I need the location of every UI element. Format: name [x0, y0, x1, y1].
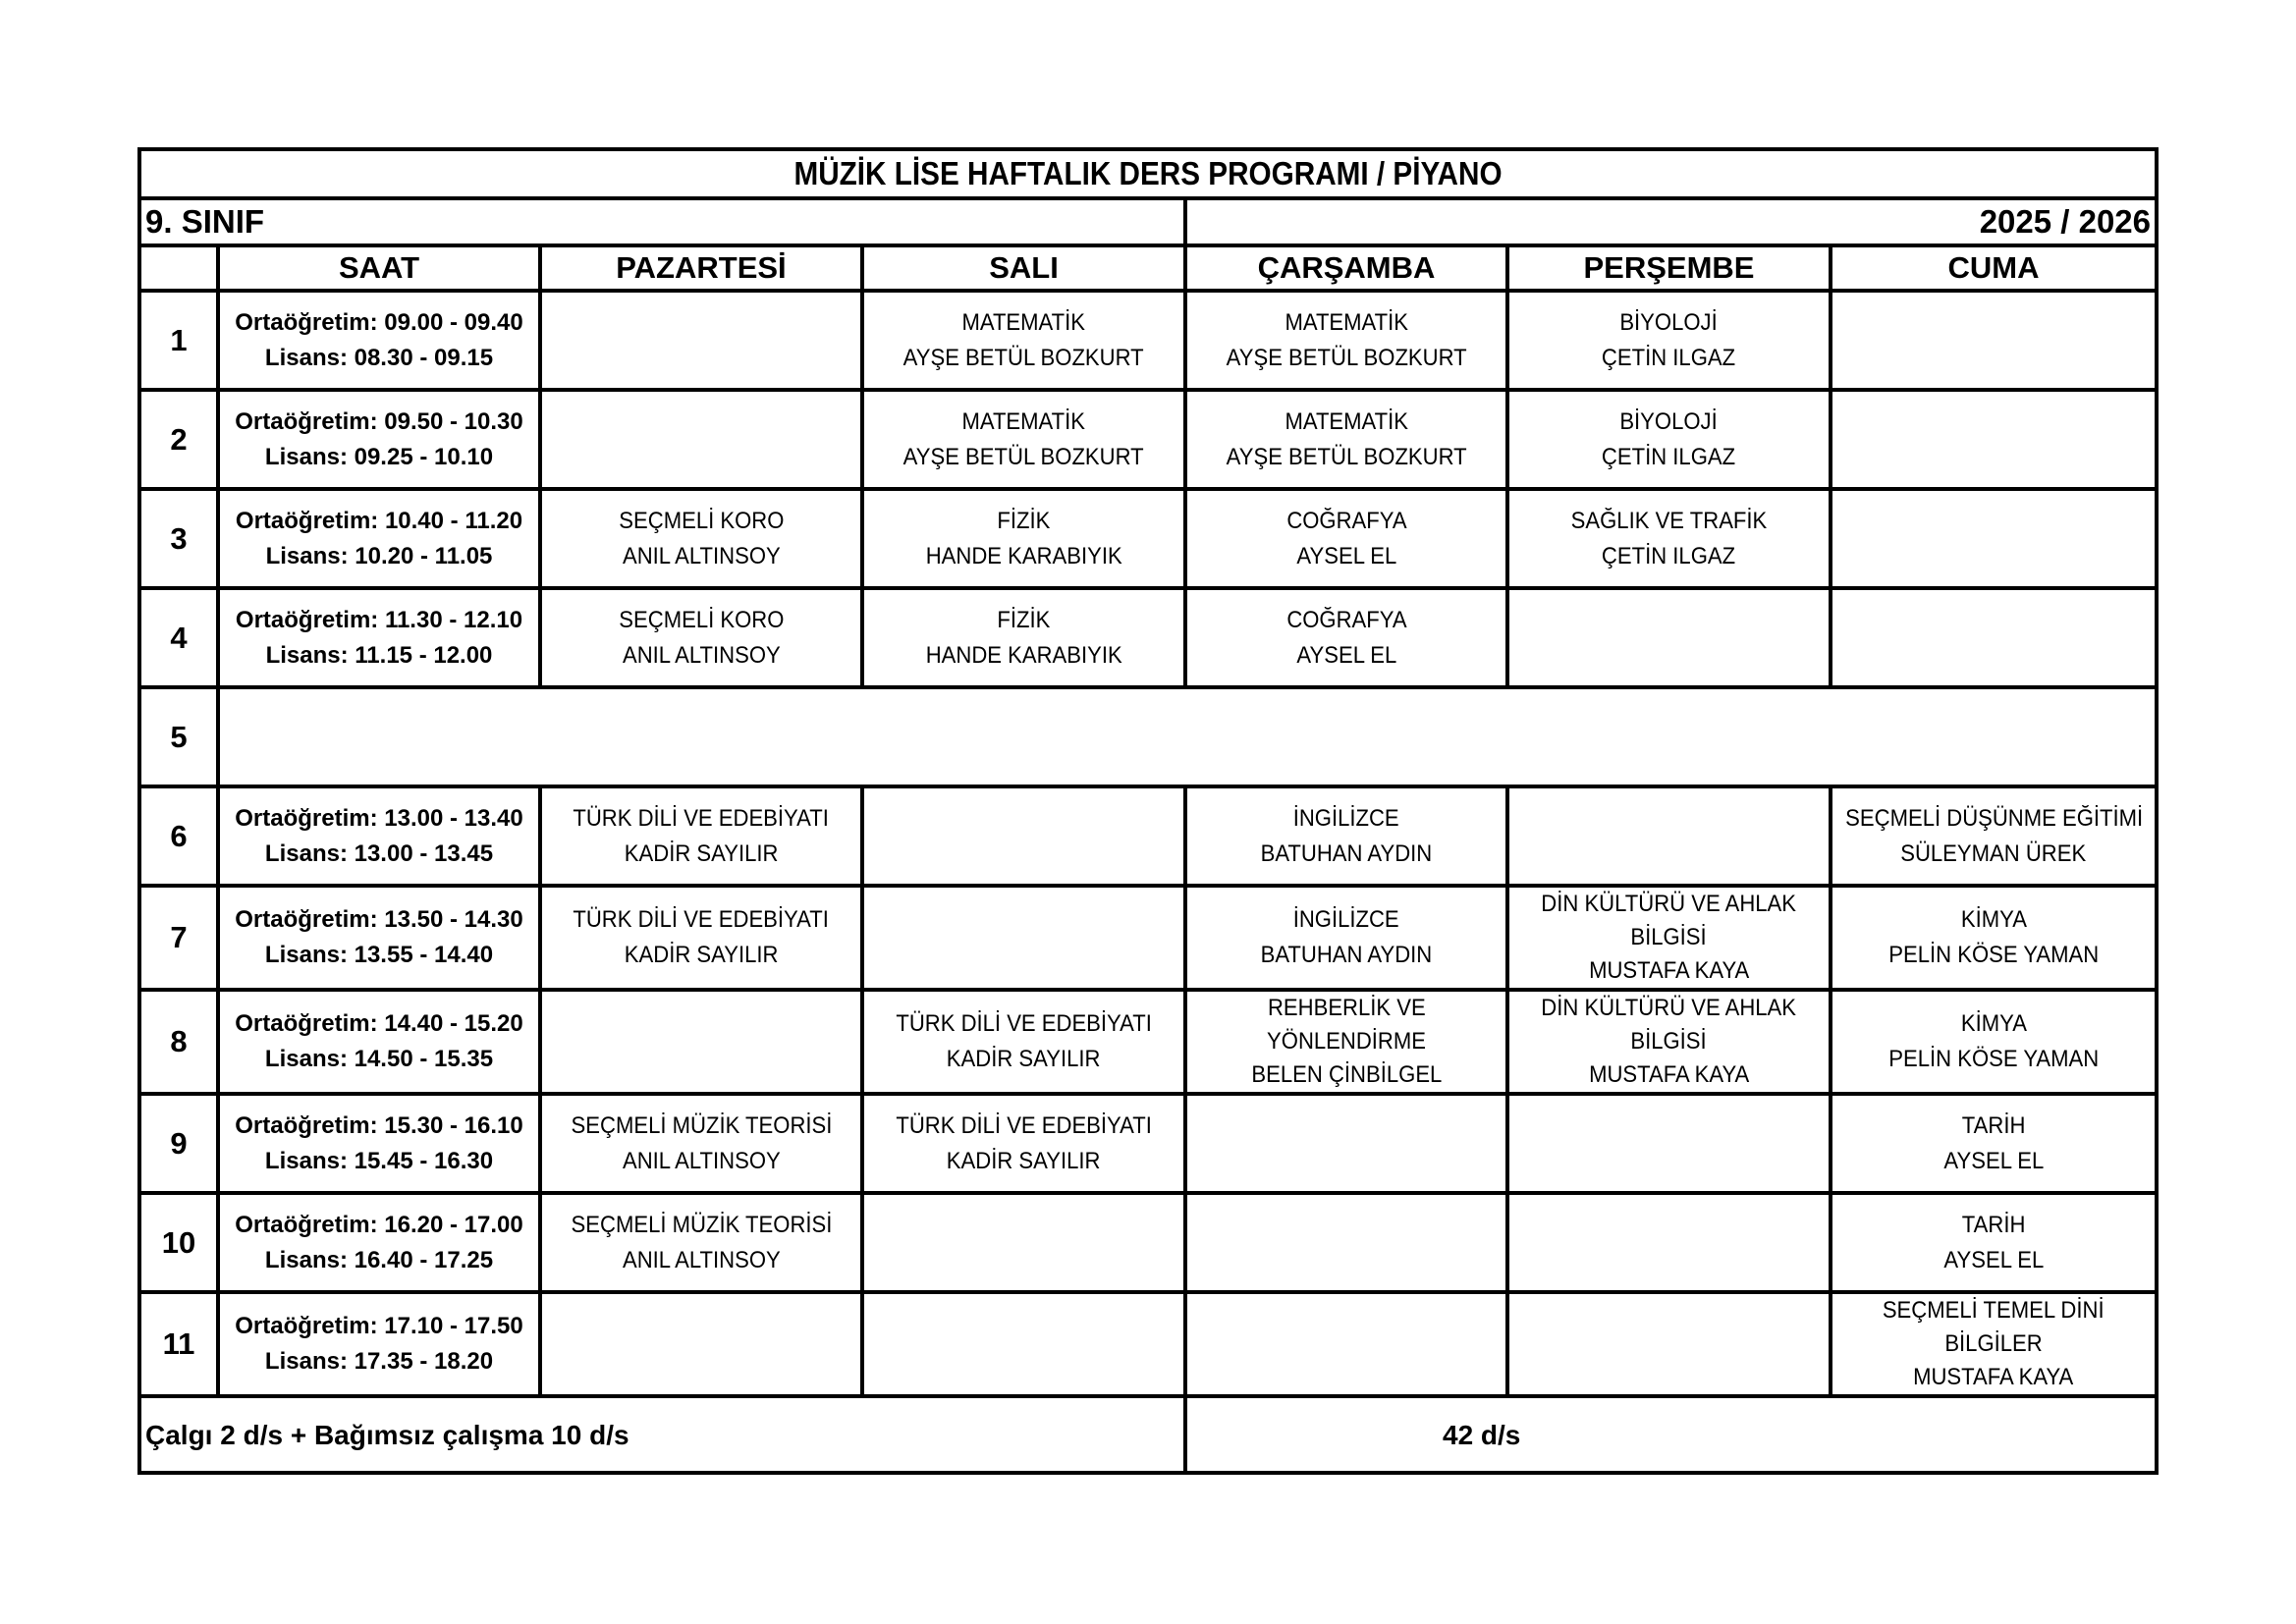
lesson-cell-cuma: [1831, 1193, 2155, 1292]
course-name: TÜRK DİLİ VE EDEBİYATI: [573, 906, 830, 933]
teacher-name: MUSTAFA KAYA: [1588, 957, 1750, 984]
course-name: MATEMATİK: [961, 308, 1086, 336]
course-name: KİMYA: [1960, 1010, 2027, 1037]
course-name: MATEMATİK: [1285, 407, 1408, 435]
lesson-cell-carsamba: [1185, 786, 1507, 886]
teacher-name: PELİN KÖSE YAMAN: [1888, 942, 2099, 968]
period-time: [218, 786, 540, 886]
lesson-cell-pazartesi: [540, 1292, 862, 1396]
course-name: KİMYA: [1960, 906, 2027, 933]
period-number: 3: [141, 489, 218, 588]
period-number: 9: [141, 1094, 218, 1193]
teacher-name: HANDE KARABIYIK: [925, 542, 1122, 569]
lesson-cell-sali: [862, 786, 1185, 886]
teacher-name: ÇETİN ILGAZ: [1602, 443, 1736, 470]
period-number: 8: [141, 990, 218, 1094]
lesson-cell-pazartesi: [540, 390, 862, 489]
lesson-cell-cuma: [1831, 1094, 2155, 1193]
lesson-cell-carsamba: [1185, 588, 1507, 687]
teacher-name: ANIL ALTINSOY: [622, 641, 781, 669]
course-name: SEÇMELİ KORO: [618, 507, 785, 534]
lesson-row: [141, 786, 2155, 886]
period-time: [218, 1094, 540, 1193]
teacher-name: AYSEL EL: [1296, 641, 1396, 669]
course-name: İNGİLİZCE: [1293, 804, 1399, 832]
lesson-cell-sali: [862, 1094, 1185, 1193]
teacher-name: ÇETİN ILGAZ: [1602, 542, 1736, 569]
course-name-cont: YÖNLENDİRME: [1267, 1028, 1426, 1055]
teacher-name: AYŞE BETÜL BOZKURT: [902, 443, 1144, 470]
period-time: [218, 588, 540, 687]
period-number: 5: [141, 687, 218, 786]
teacher-name: AYSEL EL: [1296, 542, 1396, 569]
undergraduate-time: Lisans: 08.30 - 09.15: [264, 344, 494, 371]
lesson-cell-pazartesi: [540, 886, 862, 990]
lesson-cell-sali: [862, 489, 1185, 588]
lesson-cell-persembe: [1507, 291, 1831, 390]
teacher-name: BATUHAN AYDIN: [1260, 839, 1433, 867]
course-name: SEÇMELİ DÜŞÜNME EĞİTİMİ: [1845, 804, 2144, 832]
footer-total-hours: 42 d/s: [1185, 1396, 2155, 1473]
period-time: [218, 291, 540, 390]
period-number: 4: [141, 588, 218, 687]
lesson-row: [141, 588, 2155, 687]
secondary-school-time: Ortaöğretim: 16.20 - 17.00: [235, 1211, 523, 1238]
course-name: SAĞLIK VE TRAFİK: [1570, 507, 1768, 534]
teacher-name: KADİR SAYILIR: [947, 1046, 1101, 1072]
undergraduate-time: Lisans: 13.00 - 13.45: [264, 839, 494, 867]
teacher-name: AYSEL EL: [1943, 1147, 2044, 1174]
academic-year: 2025 / 2026: [1185, 198, 2155, 245]
teacher-name: BELEN ÇİNBİLGEL: [1251, 1061, 1442, 1088]
course-name: DİN KÜLTÜRÜ VE AHLAK: [1541, 995, 1797, 1021]
lesson-cell-persembe: [1507, 1193, 1831, 1292]
header-blank: [141, 245, 218, 291]
lesson-cell-sali: [862, 1193, 1185, 1292]
undergraduate-time: Lisans: 13.55 - 14.40: [264, 942, 494, 968]
course-name: BİYOLOJİ: [1619, 407, 1719, 435]
course-name: SEÇMELİ MÜZİK TEORİSİ: [571, 1211, 832, 1238]
course-name: SEÇMELİ TEMEL DİNİ: [1883, 1297, 2105, 1324]
teacher-name: KADİR SAYILIR: [624, 839, 779, 867]
teacher-name: ANIL ALTINSOY: [622, 1147, 781, 1174]
undergraduate-time: Lisans: 14.50 - 15.35: [264, 1046, 494, 1072]
teacher-name: ÇETİN ILGAZ: [1602, 344, 1736, 371]
header-persembe: PERŞEMBE: [1507, 245, 1831, 291]
footer-row: [141, 1396, 2155, 1473]
undergraduate-time: Lisans: 11.15 - 12.00: [265, 641, 493, 669]
teacher-name: HANDE KARABIYIK: [925, 641, 1122, 669]
lesson-cell-carsamba: [1185, 489, 1507, 588]
teacher-name: AYSEL EL: [1943, 1246, 2044, 1273]
undergraduate-time: Lisans: 16.40 - 17.25: [264, 1246, 494, 1273]
period-number: 11: [141, 1292, 218, 1396]
lesson-cell-carsamba: [1185, 390, 1507, 489]
lesson-cell-carsamba: [1185, 990, 1507, 1094]
teacher-name: BATUHAN AYDIN: [1260, 942, 1433, 968]
lesson-row: [141, 687, 2155, 786]
header-cuma: CUMA: [1831, 245, 2155, 291]
schedule-title: MÜZİK LİSE HAFTALIK DERS PROGRAMI / PİYANO: [243, 151, 2054, 198]
lesson-cell-persembe: [1507, 1094, 1831, 1193]
undergraduate-time: Lisans: 09.25 - 10.10: [264, 443, 494, 470]
teacher-name: ANIL ALTINSOY: [622, 1246, 781, 1273]
undergraduate-time: Lisans: 17.35 - 18.20: [264, 1348, 494, 1375]
lesson-cell-carsamba: [1185, 1094, 1507, 1193]
lesson-cell-cuma: [1831, 588, 2155, 687]
lesson-row: [141, 291, 2155, 390]
lesson-cell-cuma: [1831, 291, 2155, 390]
course-name: SEÇMELİ MÜZİK TEORİSİ: [571, 1111, 832, 1139]
course-name-cont: BİLGİSİ: [1630, 924, 1708, 950]
lesson-cell-persembe: [1507, 489, 1831, 588]
secondary-school-time: Ortaöğretim: 09.00 - 09.40: [235, 308, 523, 336]
teacher-name: KADİR SAYILIR: [624, 942, 779, 968]
teacher-name: PELİN KÖSE YAMAN: [1888, 1046, 2099, 1072]
course-name: TÜRK DİLİ VE EDEBİYATI: [896, 1111, 1152, 1139]
lesson-cell-sali: [862, 990, 1185, 1094]
secondary-school-time: Ortaöğretim: 15.30 - 16.10: [235, 1111, 523, 1139]
period-number: 10: [141, 1193, 218, 1292]
teacher-name: MUSTAFA KAYA: [1588, 1061, 1750, 1088]
lesson-row: [141, 390, 2155, 489]
lesson-row: [141, 1292, 2155, 1396]
teacher-name: MUSTAFA KAYA: [1913, 1364, 2074, 1390]
header-sali: SALI: [862, 245, 1185, 291]
period-time: [218, 990, 540, 1094]
lesson-cell-pazartesi: [540, 489, 862, 588]
teacher-name: SÜLEYMAN ÜREK: [1900, 839, 2087, 867]
lesson-cell-sali: [862, 588, 1185, 687]
course-name: COĞRAFYA: [1285, 507, 1407, 534]
lesson-cell-cuma: [1831, 786, 2155, 886]
footer-instrument-note: Çalgı 2 d/s + Bağımsız çalışma 10 d/s: [141, 1396, 1185, 1473]
course-name: COĞRAFYA: [1285, 606, 1407, 633]
period-number: 6: [141, 786, 218, 886]
lesson-row: [141, 886, 2155, 990]
lesson-cell-cuma: [1831, 886, 2155, 990]
period-time: [218, 489, 540, 588]
lesson-cell-carsamba: [1185, 1193, 1507, 1292]
lesson-cell-pazartesi: [540, 786, 862, 886]
schedule-sheet: [137, 147, 2159, 1475]
teacher-name: AYŞE BETÜL BOZKURT: [902, 344, 1144, 371]
header-row: [141, 245, 2155, 291]
period-time: [218, 1292, 540, 1396]
course-name: MATEMATİK: [961, 407, 1086, 435]
lesson-cell-carsamba: [1185, 291, 1507, 390]
lesson-cell-persembe: [1507, 588, 1831, 687]
secondary-school-time: Ortaöğretim: 17.10 - 17.50: [235, 1313, 523, 1339]
lesson-row: [141, 1094, 2155, 1193]
period-number: 2: [141, 390, 218, 489]
lesson-cell-sali: [862, 291, 1185, 390]
secondary-school-time: Ortaöğretim: 14.40 - 15.20: [235, 1010, 523, 1037]
lesson-cell-cuma: [1831, 489, 2155, 588]
lesson-cell-pazartesi: [540, 588, 862, 687]
course-name-cont: BİLGİSİ: [1630, 1028, 1708, 1055]
lunch-break-cell: [218, 687, 2155, 786]
lesson-cell-persembe: [1507, 1292, 1831, 1396]
lesson-cell-sali: [862, 1292, 1185, 1396]
period-number: 1: [141, 291, 218, 390]
period-time: [218, 390, 540, 489]
course-name: SEÇMELİ KORO: [618, 606, 785, 633]
lesson-row: [141, 1193, 2155, 1292]
lesson-row: [141, 990, 2155, 1094]
header-saat: SAAT: [218, 245, 540, 291]
lesson-cell-sali: [862, 886, 1185, 990]
course-name: TARİH: [1961, 1111, 2026, 1139]
secondary-school-time: Ortaöğretim: 10.40 - 11.20: [235, 507, 523, 534]
secondary-school-time: Ortaöğretim: 09.50 - 10.30: [235, 407, 523, 435]
course-name: TÜRK DİLİ VE EDEBİYATI: [896, 1010, 1152, 1037]
lesson-cell-pazartesi: [540, 1193, 862, 1292]
period-time: [218, 886, 540, 990]
course-name: FİZİK: [997, 507, 1051, 534]
course-name: TÜRK DİLİ VE EDEBİYATI: [573, 804, 830, 832]
lesson-cell-persembe: [1507, 886, 1831, 990]
course-name: DİN KÜLTÜRÜ VE AHLAK: [1541, 891, 1797, 917]
undergraduate-time: Lisans: 10.20 - 11.05: [265, 542, 493, 569]
header-carsamba: ÇARŞAMBA: [1185, 245, 1507, 291]
secondary-school-time: Ortaöğretim: 13.50 - 14.30: [235, 906, 523, 933]
lesson-cell-sali: [862, 390, 1185, 489]
lesson-cell-carsamba: [1185, 1292, 1507, 1396]
schedule-table: [141, 151, 2155, 1473]
lesson-cell-pazartesi: [540, 990, 862, 1094]
teacher-name: AYŞE BETÜL BOZKURT: [1226, 443, 1467, 470]
course-name: MATEMATİK: [1285, 308, 1408, 336]
undergraduate-time: Lisans: 15.45 - 16.30: [264, 1147, 494, 1174]
period-number: 7: [141, 886, 218, 990]
lesson-row: [141, 489, 2155, 588]
course-name-cont: BİLGİLER: [1944, 1330, 2043, 1357]
course-name: İNGİLİZCE: [1293, 906, 1399, 933]
lesson-cell-pazartesi: [540, 291, 862, 390]
course-name: BİYOLOJİ: [1619, 308, 1719, 336]
period-time: [218, 1193, 540, 1292]
lesson-cell-carsamba: [1185, 886, 1507, 990]
lesson-cell-persembe: [1507, 990, 1831, 1094]
lesson-cell-pazartesi: [540, 1094, 862, 1193]
lesson-cell-cuma: [1831, 1292, 2155, 1396]
teacher-name: ANIL ALTINSOY: [622, 542, 781, 569]
secondary-school-time: Ortaöğretim: 11.30 - 12.10: [235, 606, 523, 633]
lesson-cell-persembe: [1507, 390, 1831, 489]
teacher-name: AYŞE BETÜL BOZKURT: [1226, 344, 1467, 371]
lesson-cell-persembe: [1507, 786, 1831, 886]
header-pazartesi: PAZARTESİ: [540, 245, 862, 291]
secondary-school-time: Ortaöğretim: 13.00 - 13.40: [235, 804, 523, 832]
course-name: REHBERLİK VE: [1267, 995, 1426, 1021]
class-label: 9. SINIF: [141, 198, 1185, 245]
course-name: FİZİK: [997, 606, 1051, 633]
lesson-cell-cuma: [1831, 390, 2155, 489]
lesson-cell-cuma: [1831, 990, 2155, 1094]
teacher-name: KADİR SAYILIR: [947, 1147, 1101, 1174]
course-name: TARİH: [1961, 1211, 2026, 1238]
